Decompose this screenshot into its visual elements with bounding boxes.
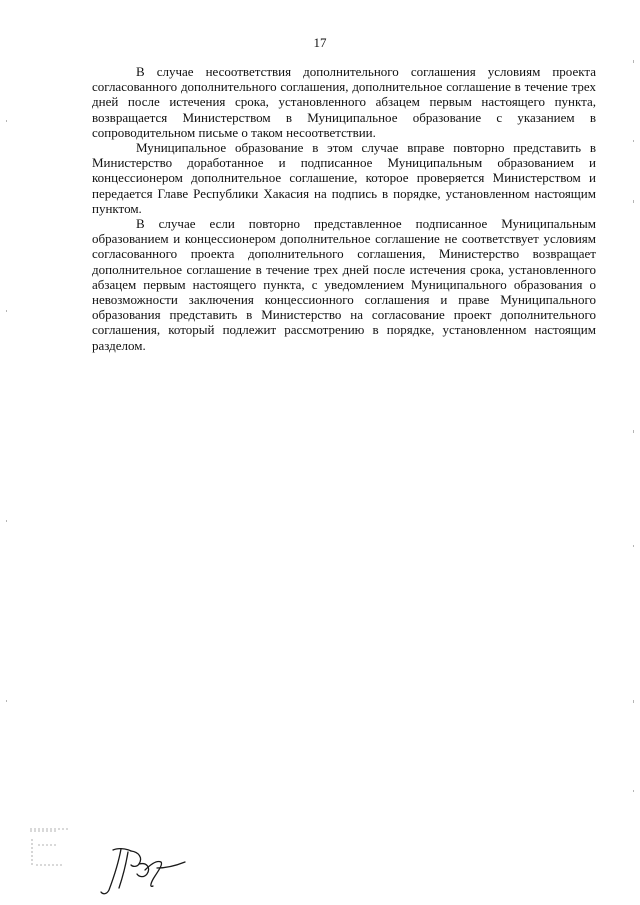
page-number: 17 <box>313 35 327 50</box>
paragraph-2: Муниципальное образование в этом случае вправе повторно представить в Министерство доработанное и подписанное Муниципальным образованием и концессионером дополнительное соглашение, которое проверяется Министерством и передается Главе Республики Хакасия на подпись в порядке, установленном настоящим пунктом. <box>92 140 596 216</box>
document-body <box>92 64 596 353</box>
handwritten-signature <box>95 840 190 900</box>
paragraph-3: В случае если повторно представленное подписанное Муниципальным образованием и концессионером дополнительное соглашение не соответствует условиям согласованного проекта дополнительного соглашения, Министерство возвращает дополнительное соглашение в течение трех дней после истечения срока, установленного абзацем первым настоящего пункта, с уведомлением Муниципального образования о невозможности заключения концессионного соглашения и праве Муниципального образования представить в Министерство на согласование проект дополнительного соглашения, который подлежит рассмотрению в порядке, установленном настоящим разделом. <box>92 216 596 353</box>
faint-stamp-marks <box>28 825 88 875</box>
paragraph-1: В случае несоответствия дополнительного соглашения условиям проекта согласованного дополнительного соглашения, дополнительное соглашение в течение трех дней после истечения срока, установленного абзацем первым настоящего пункта, возвращается Министерством в Муниципальное образование с указанием в сопроводительном письме о таком несоответствии. <box>92 64 596 140</box>
